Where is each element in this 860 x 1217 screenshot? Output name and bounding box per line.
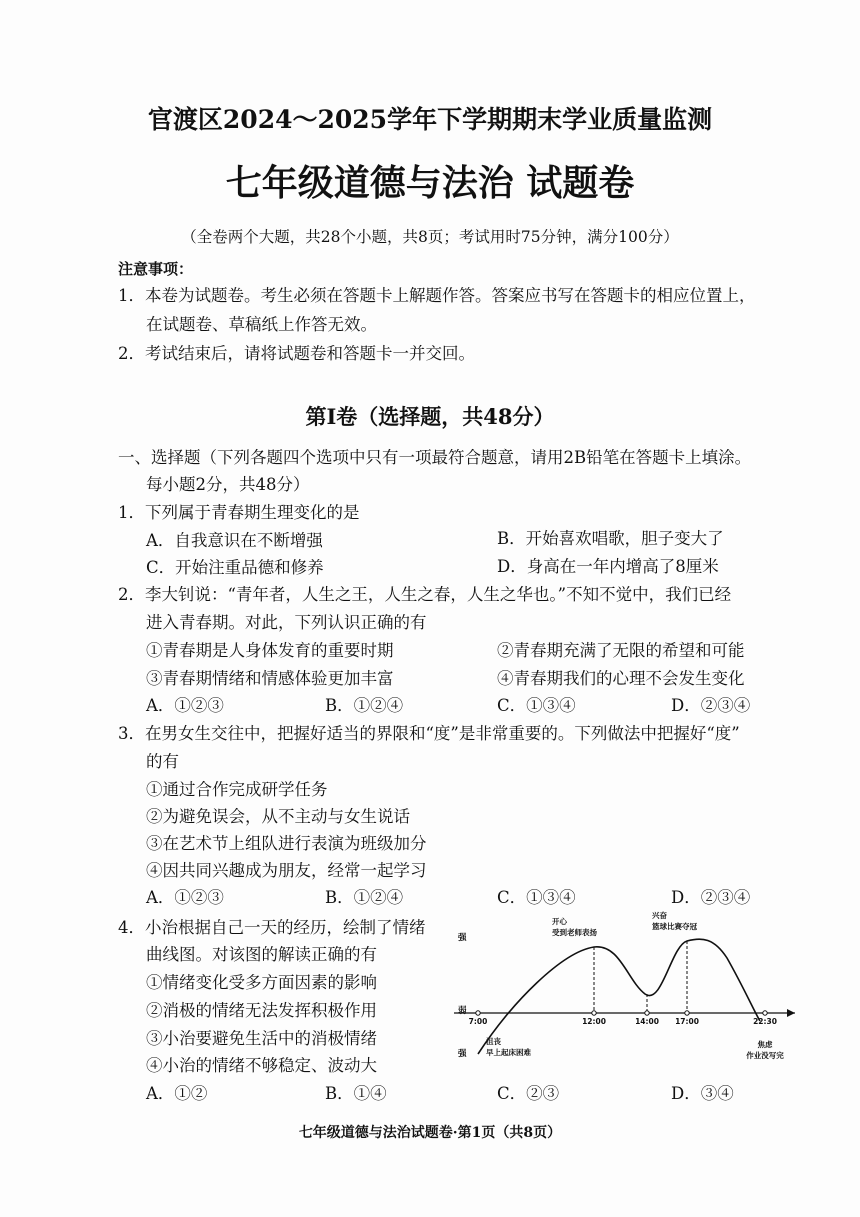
- time-point: [592, 1011, 596, 1015]
- q1-option-d: D．身高在一年内增高了8厘米: [497, 557, 719, 576]
- annotation-detail: 作业没写完: [746, 1051, 784, 1060]
- q2-stem-line1: 2．李大钊说：“青年者，人生之王，人生之春，人生之华也。”不知不觉中，我们已经: [118, 585, 732, 604]
- q3-statement-2: ②为避免误会，从不主动与女生说话: [146, 807, 410, 826]
- q3-option-c: C．①③④: [497, 888, 576, 907]
- q4-statement-2: ②消极的情绪无法发挥积极作用: [146, 1001, 377, 1020]
- q4-option-b: B．①④: [325, 1084, 387, 1103]
- notes-heading: 注意事项：: [118, 260, 194, 278]
- annotation-label: 焦虑: [757, 1040, 773, 1049]
- q2-statement-4: ④青春期我们的心理不会发生变化: [497, 669, 745, 688]
- chart-layer: [469, 910, 785, 1060]
- q2-option-d: D．②③④: [671, 696, 751, 715]
- q2-option-a: A．①②③: [146, 696, 224, 715]
- annotation-detail: 受到老师表扬: [552, 928, 597, 937]
- q4-statement-3: ③小治要避免生活中的消极情绪: [146, 1029, 377, 1048]
- x-tick-label: 17:00: [675, 1017, 699, 1026]
- q4-option-c: C．②③: [497, 1084, 560, 1103]
- part1-instructions-line2: 每小题2分，共48分）: [146, 475, 310, 494]
- chart-arrow-icon: [787, 1009, 795, 1017]
- q2-statement-1: ①青春期是人身体发育的重要时期: [146, 641, 394, 660]
- q4-stem-line2: 曲线图。对该图的解读正确的有: [146, 945, 377, 964]
- q1-option-b: B．开始喜欢唱歌，胆子变大了: [497, 529, 724, 548]
- q2-statement-2: ②青春期充满了无限的希望和可能: [497, 641, 745, 660]
- y-label-top: 强: [458, 933, 467, 943]
- emotion-curve: [478, 939, 760, 1054]
- q2-stem-line2: 进入青春期。对此，下列认识正确的有: [146, 613, 427, 632]
- x-tick-label: 14:00: [635, 1017, 659, 1026]
- q1-stem: 1．下列属于青春期生理变化的是: [118, 503, 360, 522]
- q3-stem-line1: 3．在男女生交往中，把握好适当的界限和“度”是非常重要的。下列做法中把握好“度”: [118, 724, 740, 743]
- q4-option-a: A．①②: [146, 1084, 208, 1103]
- note-1-line2: 在试题卷、草稿纸上作答无效。: [146, 315, 377, 334]
- time-point: [685, 1011, 689, 1015]
- note-2: 2．考试结束后，请将试题卷和答题卡一并交回。: [118, 344, 475, 363]
- q1-option-a: A．自我意识在不断增强: [146, 531, 323, 550]
- time-point: [476, 1011, 480, 1015]
- q2-statement-3: ③青春期情绪和情感体验更加丰富: [146, 669, 394, 688]
- x-tick-label: 22:30: [753, 1017, 777, 1026]
- q2-option-b: B．①②④: [325, 696, 404, 715]
- subject-title: 七年级道德与法治 试题卷: [225, 162, 635, 204]
- annotation-label: 沮丧: [486, 1037, 501, 1046]
- q2-option-c: C．①③④: [497, 696, 576, 715]
- q4-statement-1: ①情绪变化受多方面因素的影响: [146, 973, 377, 992]
- part1-title: 第Ⅰ卷（选择题，共48分）: [305, 404, 555, 429]
- exam-title: 官渡区2024～2025学年下学期期末学业质量监测: [147, 105, 713, 134]
- page-footer: 七年级道德与法治试题卷·第1页（共8页）: [298, 1125, 562, 1141]
- q3-stem-line2: 的有: [146, 752, 179, 771]
- part1-instructions-line1: 一、选择题（下列各题四个选项中只有一项最符合题意，请用2B铅笔在答题卡上填涂。: [118, 448, 752, 467]
- annotation-detail: 早上起床困难: [486, 1048, 531, 1057]
- y-label-bottom: 强: [458, 1049, 467, 1059]
- annotation-label: 开心: [552, 917, 567, 926]
- x-tick-label: 12:00: [582, 1017, 606, 1026]
- q4-option-d: D．③④: [671, 1084, 734, 1103]
- q3-option-a: A．①②③: [146, 888, 224, 907]
- q4-statement-4: ④小治的情绪不够稳定、波动大: [146, 1056, 377, 1075]
- q3-statement-3: ③在艺术节上组队进行表演为班级加分: [146, 834, 427, 853]
- x-tick-label: 7:00: [468, 1017, 488, 1026]
- time-point: [763, 1011, 767, 1015]
- q3-option-d: D．②③④: [671, 888, 751, 907]
- annotation-label: 兴奋: [652, 911, 667, 920]
- annotation-detail: 篮球比赛夺冠: [652, 922, 697, 931]
- q3-statement-1: ①通过合作完成研学任务: [146, 780, 328, 799]
- y-label-middle: 弱: [458, 1006, 467, 1016]
- emotion-curve-chart: [452, 910, 797, 1070]
- q1-option-c: C．开始注重品德和修养: [146, 558, 324, 577]
- q3-statement-4: ④因共同兴趣成为朋友，经常一起学习: [146, 861, 427, 880]
- time-point: [645, 1011, 649, 1015]
- q4-stem-line1: 4．小治根据自己一天的经历，绘制了情绪: [118, 918, 426, 937]
- note-1-line1: 1．本卷为试题卷。考生必须在答题卡上解题作答。答案应书写在答题卡的相应位置上，: [118, 286, 756, 305]
- exam-info: （全卷两个大题，共28个小题，共8页；考试用时75分钟，满分100分）: [181, 228, 679, 246]
- q3-option-b: B．①②④: [325, 888, 404, 907]
